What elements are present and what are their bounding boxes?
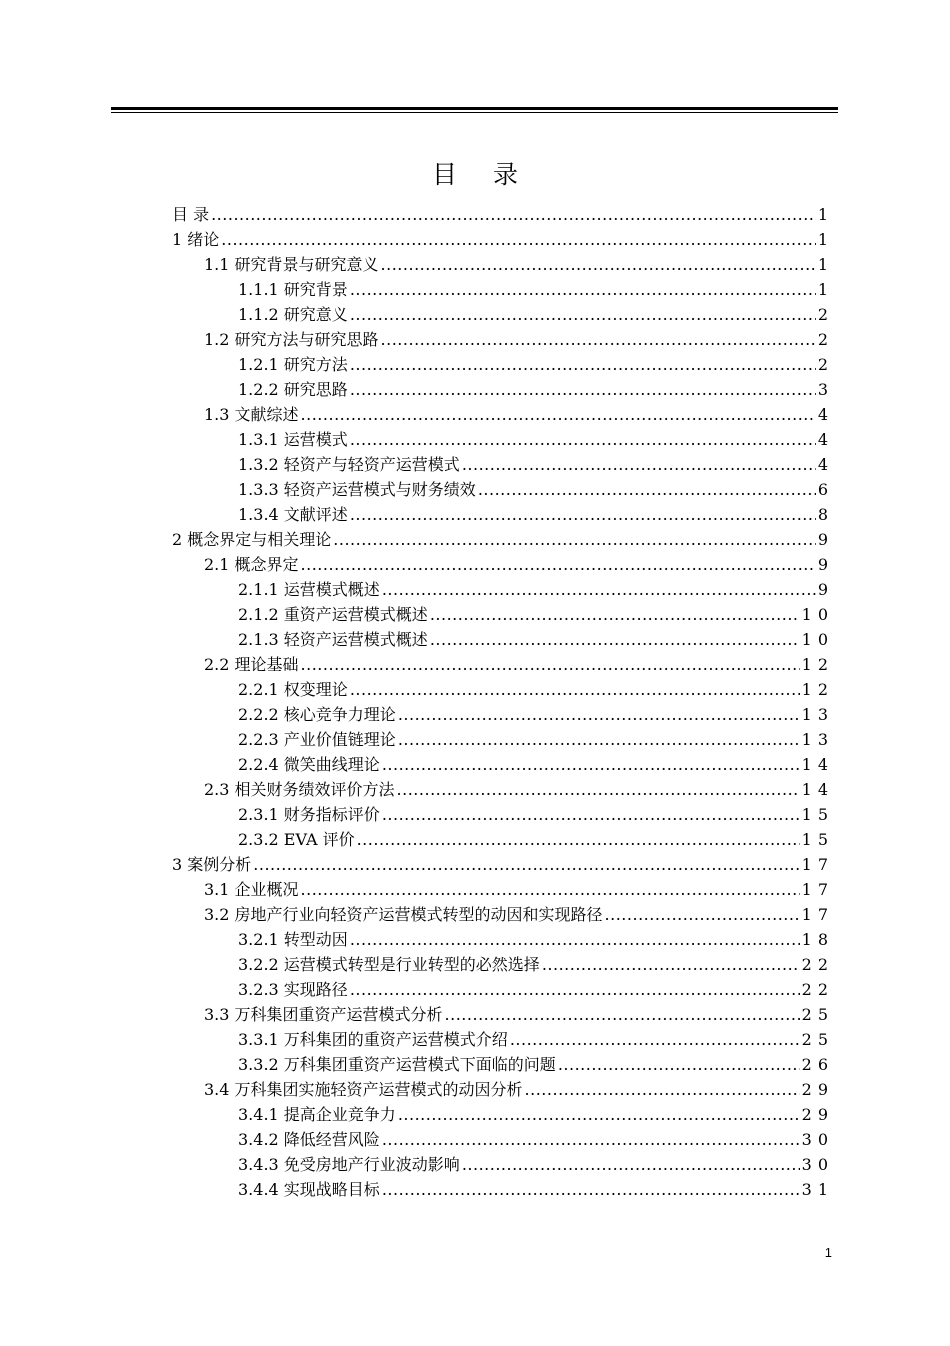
toc-entry-label: 1.3.3 轻资产运营模式与财务绩效 [238,480,476,499]
toc-entry[interactable] [172,252,834,277]
toc-entry-page: 25 [801,1030,834,1049]
toc-entry-page: 18 [801,930,834,949]
toc-entry[interactable] [172,802,834,827]
toc-entry[interactable] [172,652,834,677]
toc-entry-label: 1.2.1 研究方法 [238,355,348,374]
toc-entry-label: 3.3 万科集团重资产运营模式分析 [204,1005,443,1024]
toc-entry-label: 1.3.4 文献评述 [238,505,348,524]
toc-entry-label: 1.2.2 研究思路 [238,380,348,399]
toc-entry-label: 3.3.2 万科集团重资产运营模式下面临的问题 [238,1055,556,1074]
toc-entry-label: 2.3 相关财务绩效评价方法 [204,780,395,799]
toc-dot-leader [357,827,800,852]
toc-entry[interactable] [172,1177,834,1202]
toc-dot-leader [381,252,816,277]
toc-entry-page: 22 [801,980,834,999]
toc-entry-label: 3.2.3 实现路径 [238,980,348,999]
toc-entry[interactable] [172,877,834,902]
toc-dot-leader [382,1127,800,1152]
toc-entry-page: 1 [817,255,834,274]
toc-entry[interactable] [172,1102,834,1127]
toc-entry-label: 1.3 文献综述 [204,405,299,424]
toc-dot-leader [398,727,800,752]
toc-entry[interactable] [172,552,834,577]
toc-entry[interactable] [172,1052,834,1077]
toc-dot-leader [462,452,816,477]
toc-entry[interactable] [172,627,834,652]
toc-entry-label: 2.2.3 产业价值链理论 [238,730,396,749]
toc-entry[interactable] [172,377,834,402]
page-title: 目 录 [432,160,532,189]
toc-dot-leader [542,952,800,977]
toc-entry-page: 4 [817,455,834,474]
toc-dot-leader [350,677,800,702]
toc-dot-leader [350,377,816,402]
toc-dot-leader [382,802,800,827]
toc-entry[interactable] [172,527,834,552]
toc-dot-leader [350,352,816,377]
toc-entry-label: 3.4 万科集团实施轻资产运营模式的动因分析 [204,1080,523,1099]
toc-dot-leader [445,1002,800,1027]
toc-dot-leader [430,602,800,627]
toc-entry-page: 1 [817,205,834,224]
toc-entry-label: 1.2 研究方法与研究思路 [204,330,379,349]
toc-entry-page: 15 [801,830,834,849]
toc-entry-page: 31 [801,1180,834,1199]
toc-entry-page: 8 [817,505,834,524]
toc-entry[interactable] [172,327,834,352]
toc-entry-label: 1.1.2 研究意义 [238,305,348,324]
toc-entry-label: 2.3.1 财务指标评价 [238,805,380,824]
toc-entry-page: 30 [801,1130,834,1149]
toc-entry-page: 2 [817,355,834,374]
toc-dot-leader [430,627,800,652]
toc-dot-leader [382,752,800,777]
toc-entry-label: 3.2.1 转型动因 [238,930,348,949]
toc-dot-leader [381,327,816,352]
toc-entry[interactable] [172,452,834,477]
toc-entry-page: 13 [801,730,834,749]
toc-dot-leader [350,927,800,952]
toc-entry-page: 13 [801,705,834,724]
table-of-contents [172,202,834,1202]
toc-entry-page: 1 [817,230,834,249]
toc-entry-page: 29 [801,1080,834,1099]
toc-entry-label: 2.1.3 轻资产运营模式概述 [238,630,428,649]
toc-dot-leader [253,852,799,877]
toc-entry-label: 2.1.1 运营模式概述 [238,580,380,599]
toc-entry[interactable] [172,427,834,452]
toc-entry-label: 3.4.1 提高企业竞争力 [238,1105,396,1124]
toc-entry[interactable] [172,977,834,1002]
toc-dot-leader [478,477,816,502]
toc-entry-page: 26 [801,1055,834,1074]
toc-entry-label: 2.2.1 权变理论 [238,680,348,699]
toc-dot-leader [350,977,800,1002]
toc-dot-leader [301,552,816,577]
toc-entry[interactable] [172,1127,834,1152]
toc-entry-label: 2.1.2 重资产运营模式概述 [238,605,428,624]
toc-dot-leader [558,1052,800,1077]
toc-entry-page: 9 [817,555,834,574]
toc-entry[interactable] [172,677,834,702]
toc-entry-label: 目 录 [172,205,210,224]
toc-entry-label: 3.2 房地产行业向轻资产运营模式转型的动因和实现路径 [204,905,603,924]
toc-entry-label: 3.1 企业概况 [204,880,299,899]
toc-entry[interactable] [172,902,834,927]
toc-entry[interactable] [172,577,834,602]
toc-entry-label: 1.3.2 轻资产与轻资产运营模式 [238,455,460,474]
toc-entry-page: 1 [817,280,834,299]
toc-entry-label: 2.2 理论基础 [204,655,299,674]
toc-entry[interactable] [172,827,834,852]
toc-entry[interactable] [172,1027,834,1052]
toc-entry-page: 22 [801,955,834,974]
toc-entry[interactable] [172,1077,834,1102]
toc-entry-page: 2 [817,305,834,324]
toc-dot-leader [211,202,816,227]
toc-entry-label: 1.3.1 运营模式 [238,430,348,449]
toc-dot-leader [382,577,816,602]
toc-entry-page: 9 [817,530,834,549]
toc-entry[interactable] [172,277,834,302]
toc-dot-leader [525,1077,800,1102]
header-rule-thin [111,112,838,113]
toc-entry-page: 29 [801,1105,834,1124]
toc-dot-leader [350,502,816,527]
toc-entry-page: 25 [801,1005,834,1024]
toc-entry[interactable] [172,1002,834,1027]
toc-entry-page: 17 [801,905,834,924]
toc-entry-label: 3.3.1 万科集团的重资产运营模式介绍 [238,1030,508,1049]
toc-entry[interactable] [172,727,834,752]
toc-entry-page: 9 [817,580,834,599]
toc-dot-leader [350,427,816,452]
toc-entry[interactable] [172,752,834,777]
toc-dot-leader [301,877,800,902]
header-rule-thick [111,107,838,110]
toc-dot-leader [462,1152,800,1177]
toc-dot-leader [333,527,816,552]
toc-entry-label: 1.1.1 研究背景 [238,280,348,299]
toc-entry-label: 3.2.2 运营模式转型是行业转型的必然选择 [238,955,540,974]
toc-entry-page: 12 [801,680,834,699]
toc-entry[interactable] [172,202,834,227]
toc-entry[interactable] [172,352,834,377]
toc-entry[interactable] [172,852,834,877]
toc-dot-leader [510,1027,800,1052]
toc-entry-page: 6 [817,480,834,499]
toc-entry-label: 1.1 研究背景与研究意义 [204,255,379,274]
toc-dot-leader [301,402,816,427]
toc-entry[interactable] [172,927,834,952]
toc-entry[interactable] [172,777,834,802]
toc-entry[interactable] [172,502,834,527]
toc-entry-label: 2.2.2 核心竞争力理论 [238,705,396,724]
toc-entry-page: 17 [801,855,834,874]
toc-entry[interactable] [172,602,834,627]
toc-entry-label: 3.4.2 降低经营风险 [238,1130,380,1149]
toc-entry-page: 3 [817,380,834,399]
toc-entry-label: 3.4.3 免受房地产行业波动影响 [238,1155,460,1174]
toc-entry-label: 2.1 概念界定 [204,555,299,574]
toc-dot-leader [605,902,800,927]
toc-entry-label: 2.3.2 EVA 评价 [238,830,355,849]
toc-entry[interactable] [172,227,834,252]
toc-entry[interactable] [172,952,834,977]
toc-entry[interactable] [172,302,834,327]
toc-entry-label: 3.4.4 实现战略目标 [238,1180,380,1199]
toc-entry-page: 4 [817,430,834,449]
toc-entry-page: 30 [801,1155,834,1174]
toc-entry-page: 10 [801,630,834,649]
toc-entry-page: 4 [817,405,834,424]
toc-entry-label: 2 概念界定与相关理论 [172,530,332,549]
toc-entry[interactable] [172,477,834,502]
page-number: 1 [824,1245,832,1260]
toc-dot-leader [301,652,800,677]
toc-entry-page: 14 [801,780,834,799]
toc-entry-page: 14 [801,755,834,774]
toc-dot-leader [350,277,816,302]
toc-entry-page: 17 [801,880,834,899]
toc-dot-leader [382,1177,800,1202]
toc-entry-page: 2 [817,330,834,349]
toc-dot-leader [398,1102,800,1127]
toc-entry-page: 15 [801,805,834,824]
toc-entry-label: 2.2.4 微笑曲线理论 [238,755,380,774]
toc-entry-page: 10 [801,605,834,624]
toc-entry[interactable] [172,702,834,727]
toc-entry-label: 1 绪论 [172,230,220,249]
toc-dot-leader [350,302,816,327]
toc-entry-label: 3 案例分析 [172,855,252,874]
toc-entry[interactable] [172,402,834,427]
toc-dot-leader [398,702,800,727]
toc-entry[interactable] [172,1152,834,1177]
toc-entry-page: 12 [801,655,834,674]
toc-dot-leader [221,227,816,252]
toc-dot-leader [397,777,800,802]
